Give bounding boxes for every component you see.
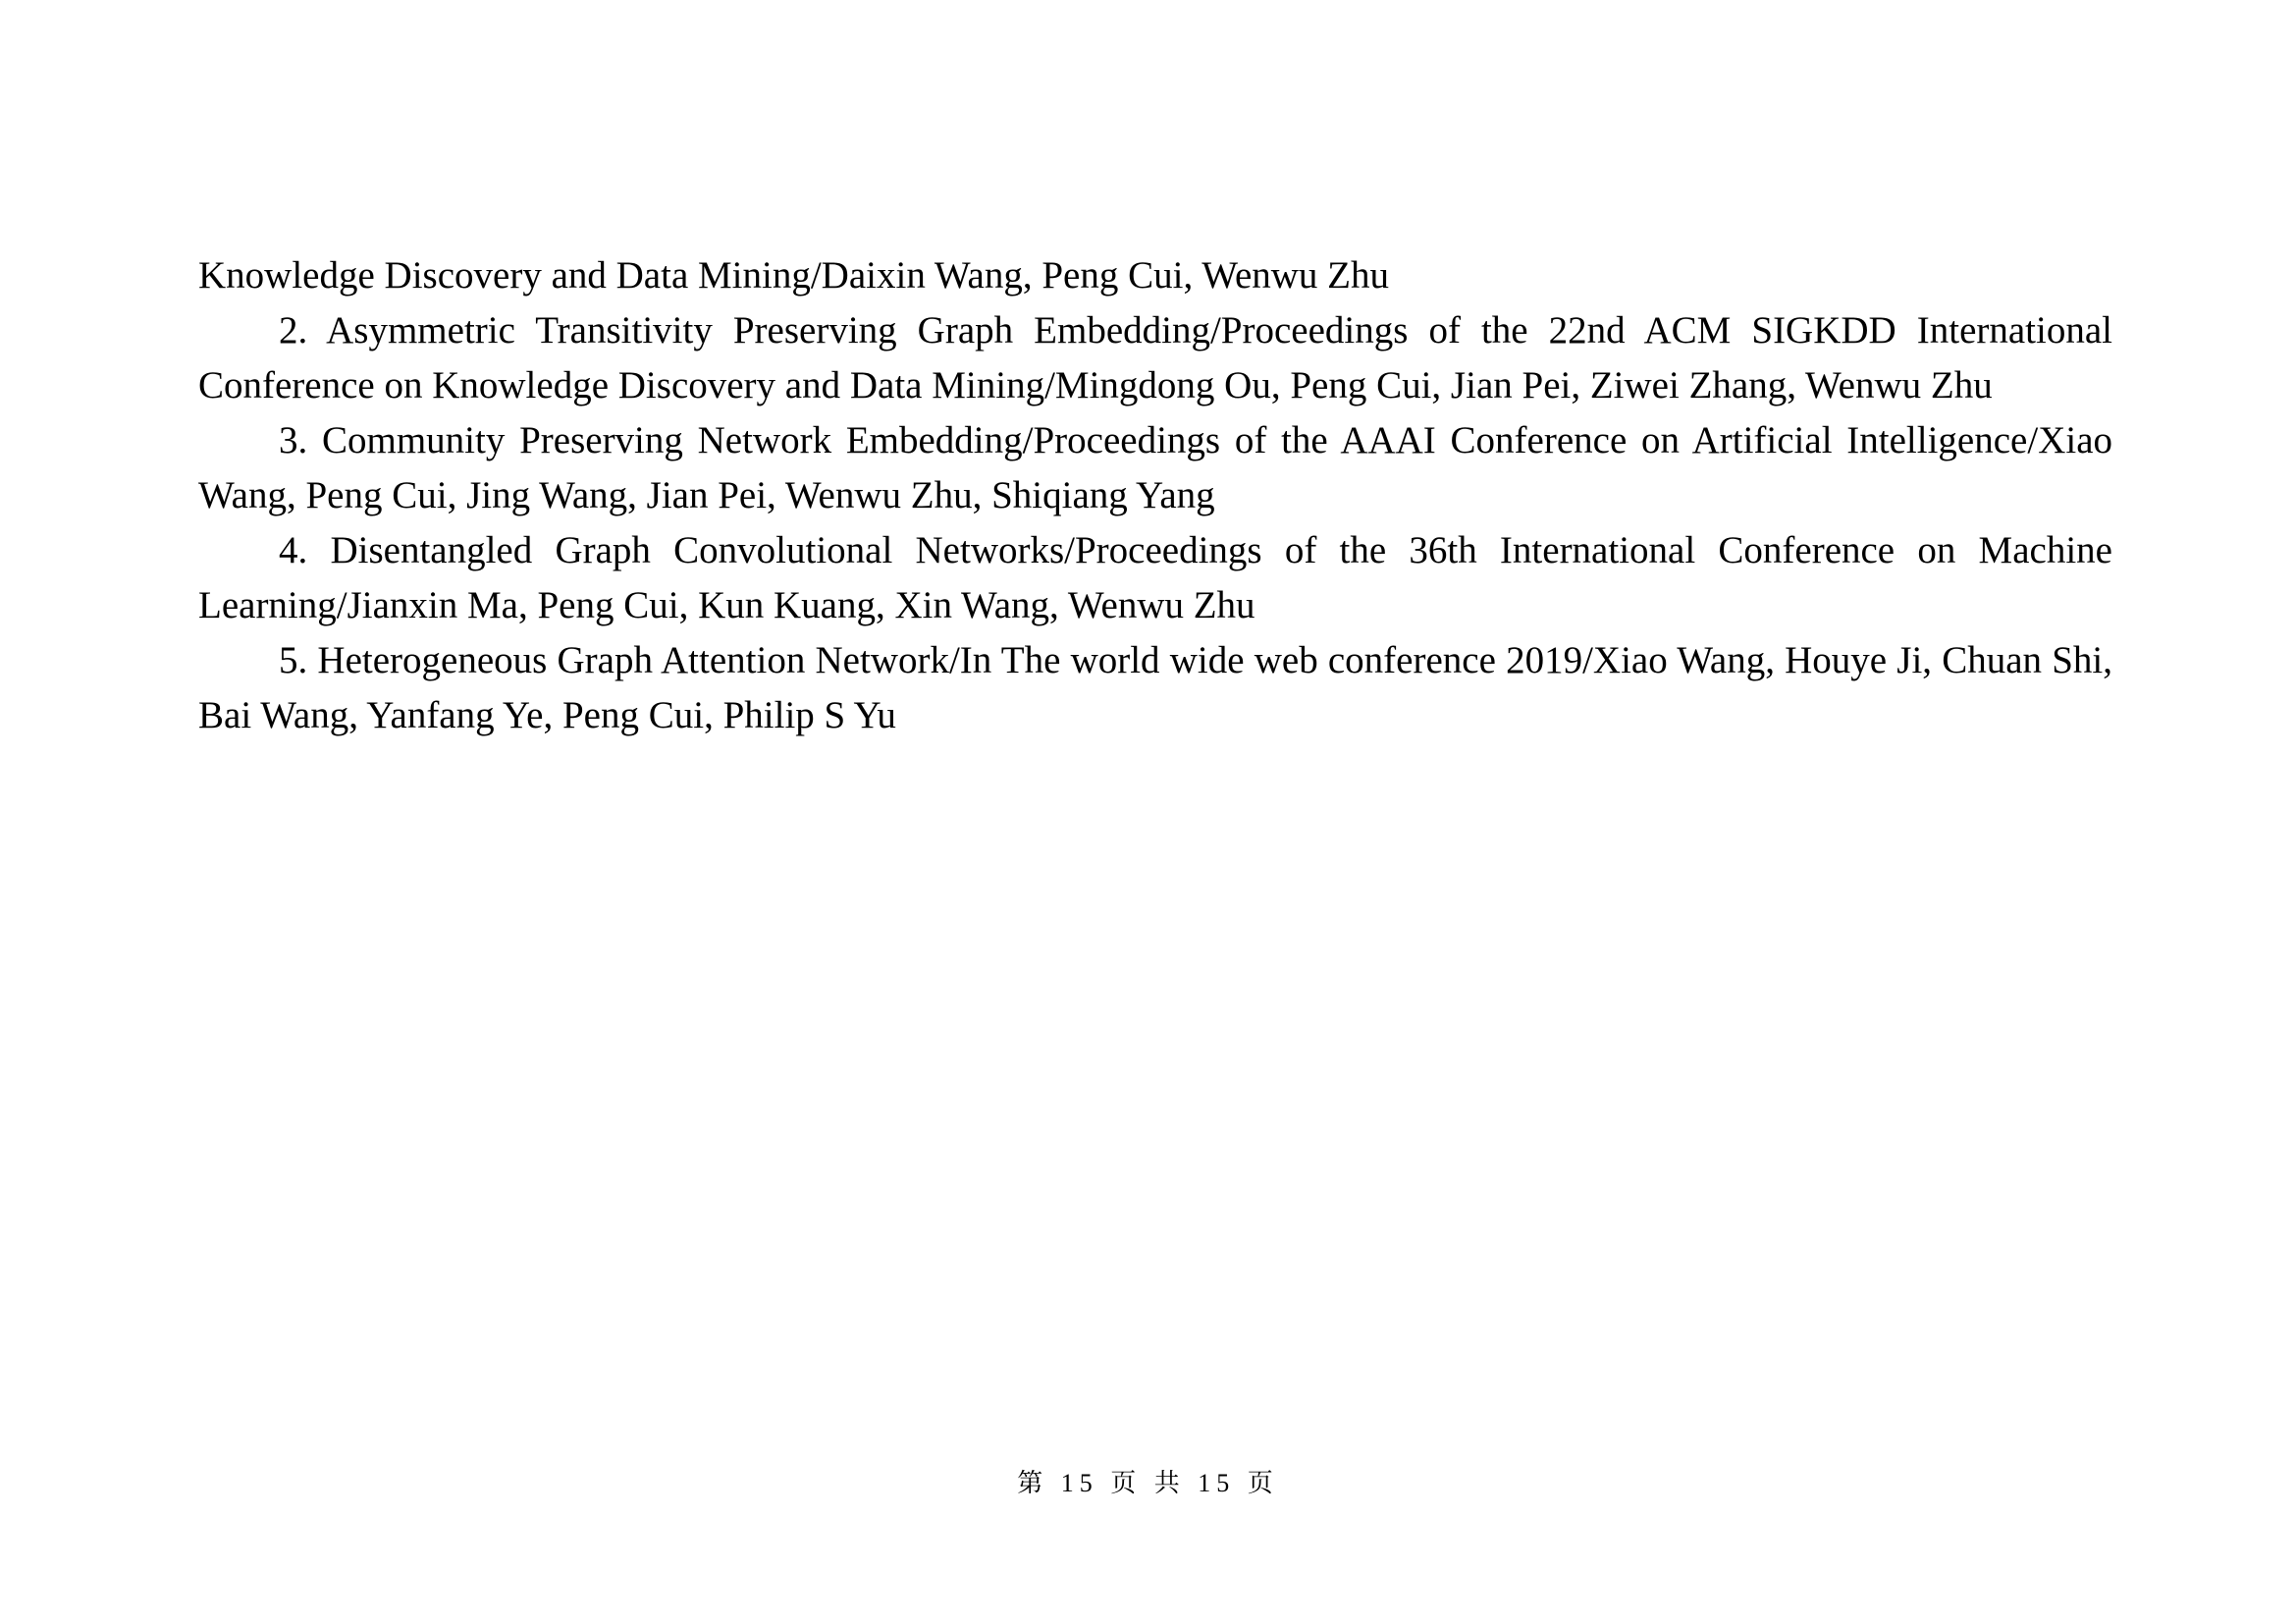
reference-item-5: 5. Heterogeneous Graph Attention Network/In The world wide web conference 2019/Xiao Wang, Houye Ji, Chuan Shi, Bai Wang, Yanfang Ye, Peng Cui, Philip S Yu — [198, 639, 2112, 736]
reference-item-4: 4. Disentangled Graph Convolutional Networks/Proceedings of the 36th International Conference on Machine Learning/Jianxin Ma, Peng Cui, Kun Kuang, Xin Wang, Wenwu Zhu — [198, 529, 2112, 626]
reference-continuation: Knowledge Discovery and Data Mining/Daixin Wang, Peng Cui, Wenwu Zhu — [198, 254, 1389, 297]
reference-list — [198, 248, 2112, 743]
reference-item-3: 3. Community Preserving Network Embedding/Proceedings of the AAAI Conference on Artificial Intelligence/Xiao Wang, Peng Cui, Jing Wang, Jian Pei, Wenwu Zhu, Shiqiang Yang — [198, 419, 2112, 516]
reference-item-2: 2. Asymmetric Transitivity Preserving Graph Embedding/Proceedings of the 22nd ACM SIGKDD International Conference on Knowledge Discovery and Data Mining/Mingdong Ou, Peng Cui, Jian Pei, Ziwei Zhang, Wenwu Zhu — [198, 309, 2112, 406]
page-footer: 第 15 页 共 15 页 — [1017, 1469, 1279, 1497]
